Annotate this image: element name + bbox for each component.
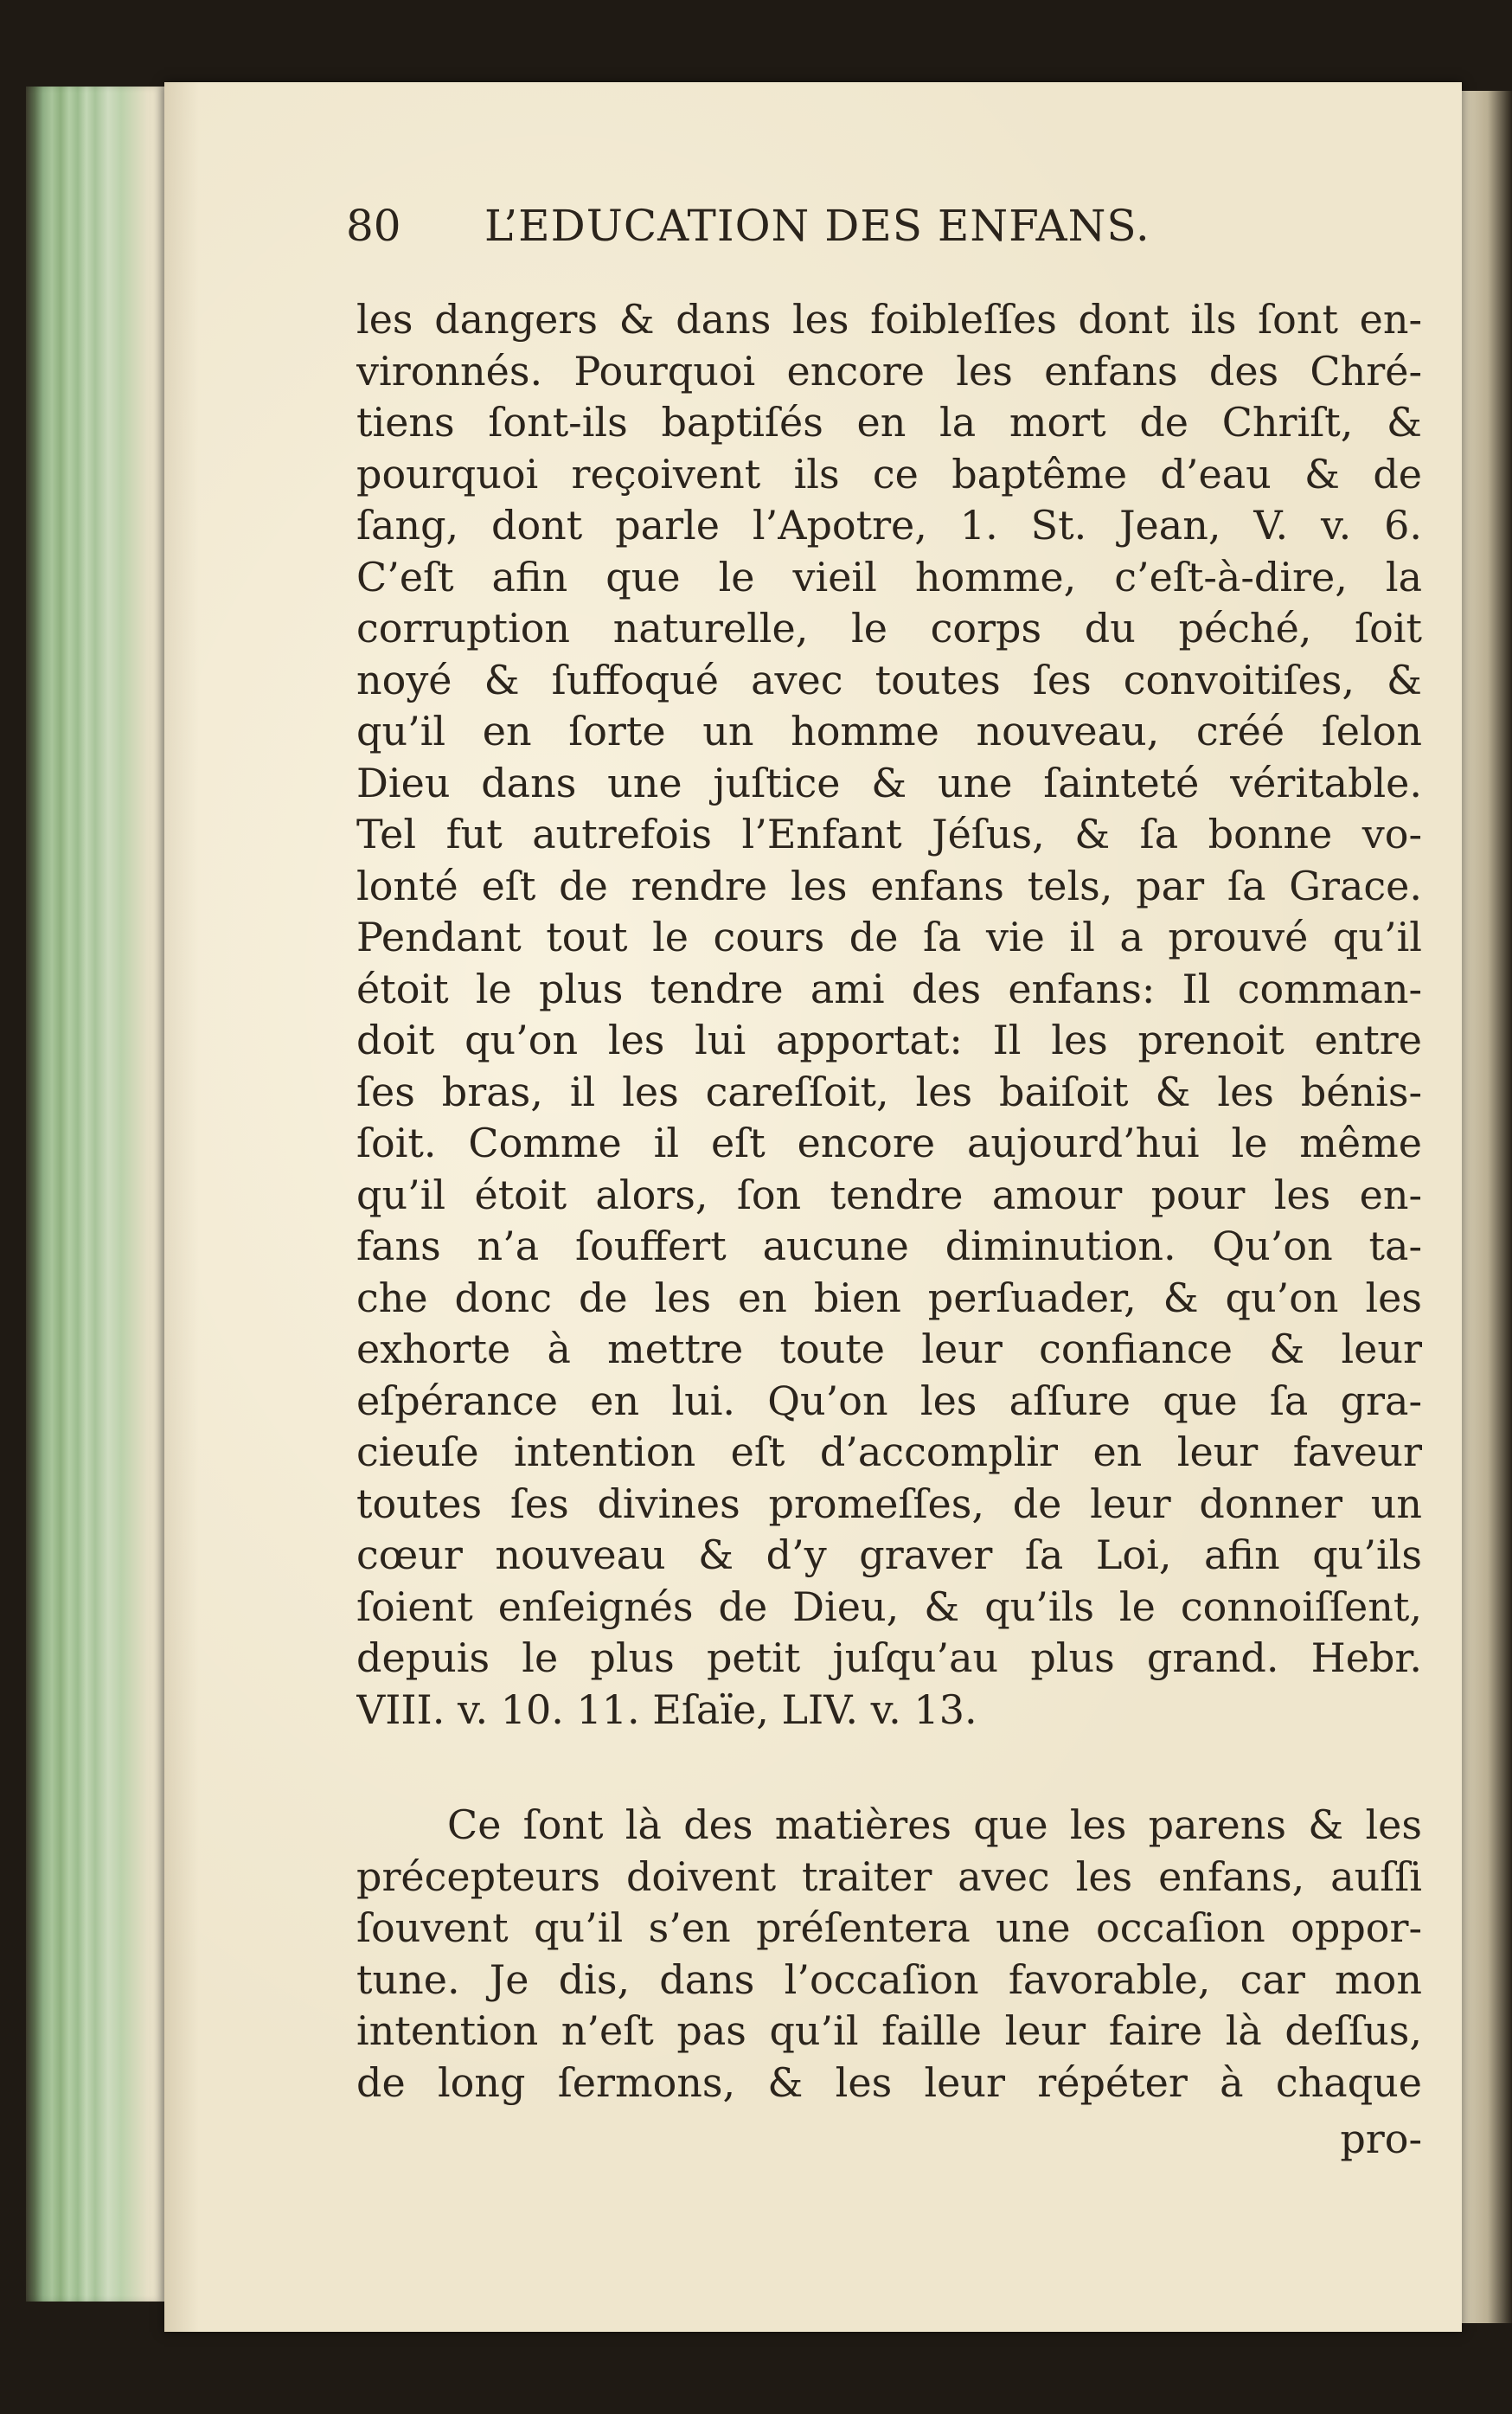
text-line: cœur nouveau & d’y graver ſa Loi, afin qu’ils bbox=[356, 1531, 1422, 1578]
text-line: che donc de les en bien perſuader, & qu’on les bbox=[356, 1274, 1422, 1321]
running-title: L’EDUCATION DES ENFANS. bbox=[484, 201, 1150, 251]
text-line: Ce ſont là des matières que les parens & les bbox=[447, 1801, 1422, 1848]
text-line: qu’il en ſorte un homme nouveau, créé ſelon bbox=[356, 708, 1422, 754]
text-line: de long ſermons, & les leur répéter à chaque bbox=[356, 2058, 1422, 2106]
text-line: VIII. v. 10. 11. Eſaïe, LIV. v. 13. bbox=[356, 1685, 977, 1733]
text-line: étoit le plus tendre ami des enfans: Il comman- bbox=[356, 965, 1422, 1012]
page-header bbox=[346, 201, 1419, 256]
text-line: ſes bras, il les careſſoit, les baiſoit & les bénis- bbox=[356, 1068, 1422, 1115]
page-edges bbox=[26, 87, 164, 2302]
text-line: lonté eſt de rendre les enfans tels, par ſa Grace. bbox=[356, 862, 1422, 909]
opposite-page-edge bbox=[1462, 91, 1512, 2323]
text-line: ſang, dont parle l’Apotre, 1. St. Jean, V. v. 6. bbox=[356, 502, 1422, 549]
text-line: ſouvent qu’il s’en préſentera une occaſion oppor- bbox=[356, 1904, 1422, 1951]
text-line: eſpérance en lui. Qu’on les aſſure que ſa gra- bbox=[356, 1377, 1422, 1424]
paragraph-2 bbox=[356, 1800, 1422, 2109]
text-line: tune. Je dis, dans l’occaſion favorable, car mon bbox=[356, 1955, 1422, 2003]
text-line: fans n’a ſouffert aucune diminution. Qu’on ta- bbox=[356, 1223, 1422, 1269]
text-line: exhorte à mettre toute leur confiance & leur bbox=[356, 1326, 1422, 1372]
text-line: les dangers & dans les foibleſſes dont ils ſont en- bbox=[356, 296, 1422, 343]
text-line: cieuſe intention eſt d’accomplir en leur faveur bbox=[356, 1428, 1422, 1475]
text-line: depuis le plus petit juſqu’au plus grand. Hebr. bbox=[356, 1634, 1422, 1681]
text-line: doit qu’on les lui apportat: Il les prenoit entre bbox=[356, 1017, 1422, 1063]
text-line: noyé & ſuffoqué avec toutes ſes convoitiſes, & bbox=[356, 656, 1422, 703]
text-line: ſoient enſeignés de Dieu, & qu’ils le connoiſſent, bbox=[356, 1583, 1422, 1630]
text-line: précepteurs doivent traiter avec les enfans, auſſi bbox=[356, 1852, 1422, 1900]
paragraph-1 bbox=[356, 294, 1422, 1736]
text-line: Dieu dans une juſtice & une ſainteté véritable. bbox=[356, 759, 1422, 806]
text-line: tiens ſont-ils baptiſés en la mort de Chriſt, & bbox=[356, 399, 1422, 446]
scan-background bbox=[0, 0, 1512, 87]
text-line: pourquoi reçoivent ils ce baptême d’eau & de bbox=[356, 450, 1422, 498]
text-line: vironnés. Pourquoi encore les enfans des Chré- bbox=[356, 347, 1422, 395]
page-number: 80 bbox=[346, 201, 401, 251]
text-line: C’eſt afin que le vieil homme, c’eſt-à-dire, la bbox=[356, 553, 1422, 600]
text-line: Tel fut autrefois l’Enfant Jéſus, & ſa bonne vo- bbox=[356, 811, 1422, 857]
text-line: toutes ſes divines promeſſes, de leur donner un bbox=[356, 1480, 1422, 1527]
text-line: Pendant tout le cours de ſa vie il a prouvé qu’il bbox=[356, 914, 1422, 960]
catchword: pro- bbox=[1340, 2115, 1422, 2162]
text-line: intention n’eſt pas qu’il faille leur faire là deſſus, bbox=[356, 2007, 1422, 2054]
text-line: qu’il étoit alors, ſon tendre amour pour les en- bbox=[356, 1171, 1422, 1218]
text-line: ſoit. Comme il eſt encore aujourd’hui le même bbox=[356, 1120, 1422, 1166]
text-line: corruption naturelle, le corps du péché, ſoit bbox=[356, 605, 1422, 652]
